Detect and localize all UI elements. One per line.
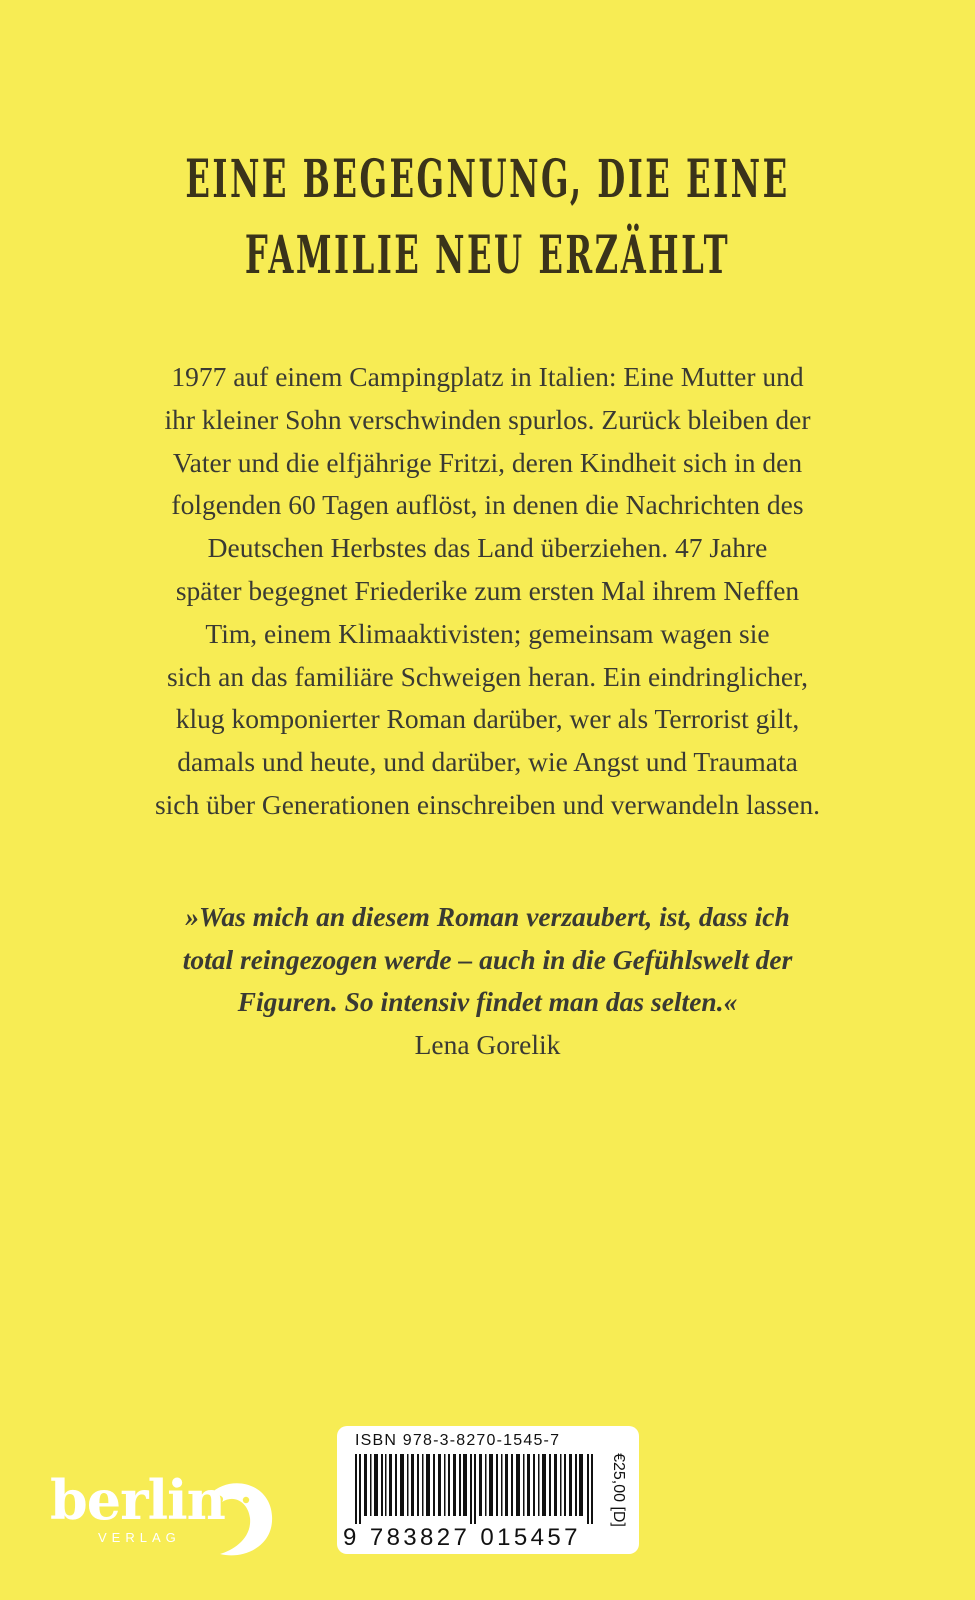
blurb-line: klug komponierter Roman darüber, wer als Terrorist gilt, [175,703,800,735]
headline-line-1: EINE BEGEGNUNG, DIE EINE [185,149,790,210]
quote-author: Lena Gorelik [414,1028,561,1060]
isbn-text: ISBN 978-3-8270-1545-7 [355,1432,561,1449]
price-label [607,1432,629,1548]
blurb-line: Tim, einem Klimaaktivisten; gemeinsam wagen sie [205,617,770,649]
blurb-line: Vater und die elfjährige Fritzi, deren Kindheit sich in den [172,446,803,478]
publisher-subtitle: VERLAG [98,1530,181,1545]
publisher-logo [50,1470,290,1570]
blurb-line: damals und heute, und darüber, wie Angst und Traumata [177,746,798,778]
blurb-text [100,356,875,827]
quote-line: Figuren. So intensiv findet man das selten.« [237,986,738,1017]
bird-logo-icon [200,1472,280,1562]
blurb-line: sich an das familiäre Schweigen heran. Ein eindringlicher, [166,660,809,692]
blurb-line: sich über Generationen einschreiben und verwandeln lassen. [154,788,821,820]
barcode-label [337,1426,639,1554]
headline [185,142,790,294]
blurb-line: 1977 auf einem Campingplatz in Italien: Eine Mutter und [171,361,804,392]
blurb-line: später begegnet Friederike zum ersten Mal ihrem Neffen [175,574,800,606]
blurb-line: folgenden 60 Tagen auflöst, in denen die Nachrichten des [171,489,804,521]
publisher-name: berlin [50,1468,225,1532]
blurb-line: ihr kleiner Sohn verschwinden spurlos. Zurück bleiben der [164,403,811,435]
blurb-line: Deutschen Herbstes das Land überziehen. 47 Jahre [207,532,768,564]
review-quote [100,896,875,1066]
barcode-icon [351,1454,599,1524]
quote-line: total reingezogen werde – auch in die Gefühlswelt der [182,943,793,975]
headline-line-2: FAMILIE NEU ERZÄHLT [244,225,731,286]
quote-line: »Was mich an diesem Roman verzaubert, ist, dass ich [185,901,790,932]
ean-digits: 9 783827 015457 [343,1524,581,1551]
price-text: €25,00 [D] [610,1453,627,1527]
